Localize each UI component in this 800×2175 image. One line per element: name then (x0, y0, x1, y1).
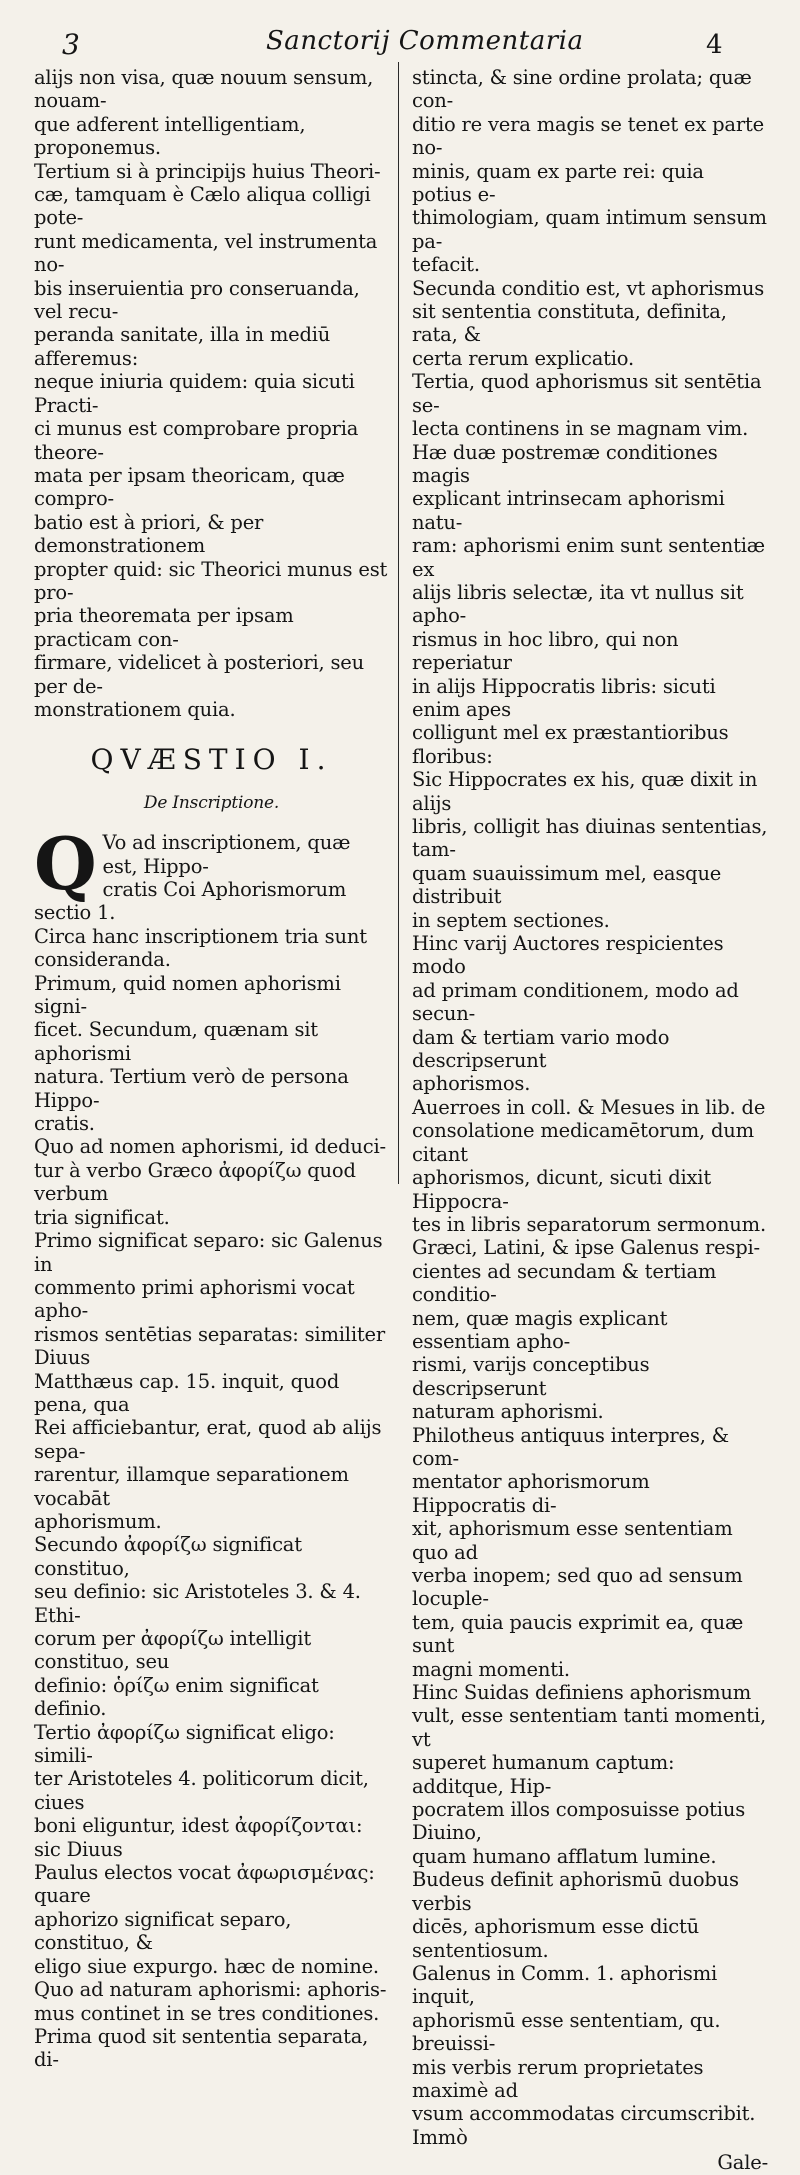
dropcap-letter: Q (34, 821, 97, 907)
question-title: QVÆSTIO I. (90, 743, 333, 777)
left-column (34, 66, 389, 2072)
dropcap-text: Vo ad inscriptionem, quæ est, Hippo- cratis Coi Aphorismorum sectio 1. Circa hanc inscriptionem tria sunt consideranda. (34, 831, 367, 972)
right-column (412, 66, 768, 2175)
left-body-text: Primum, quid nomen aphorismi signi- ficet. Secundum, quænam sit aphorismi natura. Tertium verò de persona Hippo- cratis. Quo ad nomen aphorismi, id deduci- tur à verbo Græco ἀφορίζω quod verbum tria significat. Primo significat separo: sic Galenus in commento primi aphorismi vocat apho- rismos sentētias separatas: similiter Diuus Matthæus cap. 15. inquit, quod pena, qua Rei afficiebantur, erat, quod ab alijs sepa- rarentur, illamque separationem vocabāt aphorismum. Secundo ἀφορίζω significat constituo, seu definio: sic Aristoteles 3. & 4. Ethi- corum per ἀφορίζω intelligit constituo, seu definio: ὁρίζω enim significat definio. Tertio ἀφορίζω significat eligo: simili- ter Aristoteles 4. politicorum dicit, ciues boni eliguntur, idest ἀφορίζονται: sic Diuus Paulus electos vocat ἀφωρισμένας: quare aphorizo significat separo, constituo, & eligo siue expurgo. hæc de nomine. Quo ad naturam aphorismi: aphoris- mus continet in se tres conditiones. Prima quod sit sententia separata, di- (34, 971, 387, 2072)
right-body-text: stincta, & sine ordine prolata; quæ con- ditio re vera magis se tenet ex parte no- minis, quam ex parte rei: quia potius e- thimologiam, quam intimum sensum pa- tefacit. Secunda conditio est, vt aphorismus sit sententia constituta, definita, rata, & certa rerum explicatio. Tertia, quod aphorismus sit sentētia se- lecta continens in se magnam vim. Hæ duæ postremæ conditiones magis explicant intrinsecam aphorismi natu- ram: aphorismi enim sunt sententiæ ex alijs libris selectæ, ita vt nullus sit apho- rismus in hoc libro, qui non reperiatur in alijs Hippocratis libris: sicuti enim apes colligunt mel ex præstantioribus floribus: Sic Hippocrates ex his, quæ dixit in alijs libris, colligit has diuinas sententias, tam- quam suauissimum mel, easque distribuit in septem sectiones. Hinc varij Auctores respicientes modo ad primam conditionem, modo ad secun- dam & tertiam vario modo descripserunt aphorismos. Auerroes in coll. & Mesues in lib. de consolatione medicamētorum, dum citant aphorismos, dicunt, sicuti dixit Hippocra- tes in libris separatorum sermonum. Græci, Latini, & ipse Galenus respi- cientes ad secundam & tertiam conditio- nem, quæ magis explicant essentiam apho- rismi, varijs conceptibus descripserunt naturam aphorismi. Philotheus antiquus interpres, & com- mentator aphorismorum Hippocratis di- xit, aphorismum esse sententiam quo ad verba inopem; sed quo ad sensum locuple- tem, quia paucis exprimit ea, quæ sunt magni momenti. Hinc Suidas definiens aphorismum vult, esse sententiam tanti momenti, vt superet humanum captum: additque, Hip- pocratem illos composuisse potius Diuino, quam humano afflatum lumine. Budeus definit aphorismū duobus verbis dicēs, aphorismum esse dictū sententiosum. Galenus in Comm. 1. aphorismi inquit, aphorismū esse sententiam, qu. breuissi- mis verbis rerum proprietates maximè ad vsum accommodatas circumscribit. Immò (412, 66, 768, 2149)
column-divider (398, 62, 399, 1184)
catchword: Gale- (717, 2151, 768, 2175)
intro-paragraph: alijs non visa, quæ nouum sensum, nouam- que adferent intelligentiam, proponemus. Tertium si à principijs huius Theori- cæ, tamquam è Cælo aliqua colligi pote- runt medicamenta, vel instrumenta no- bis inseruientia pro conseruanda, vel recu- peranda sanitate, illa in mediū afferemus: neque iniuria quidem: quia sicuti Practi- ci munus est comprobare propria theore- mata per ipsam theoricam, quæ compro- batio est à priori, & per demonstrationem propter quid: sic Theorici munus est pro- pria theoremata per ipsam practicam con- firmare, videlicet à posteriori, seu per de- monstrationem quia. (34, 66, 388, 721)
page-number-left: 3 (62, 28, 80, 61)
page-number-right: 4 (706, 30, 723, 60)
running-title: Sanctorij Commentaria (266, 26, 584, 56)
dropcap-paragraph (34, 821, 389, 972)
question-subtitle: De Inscriptione. (143, 792, 280, 813)
